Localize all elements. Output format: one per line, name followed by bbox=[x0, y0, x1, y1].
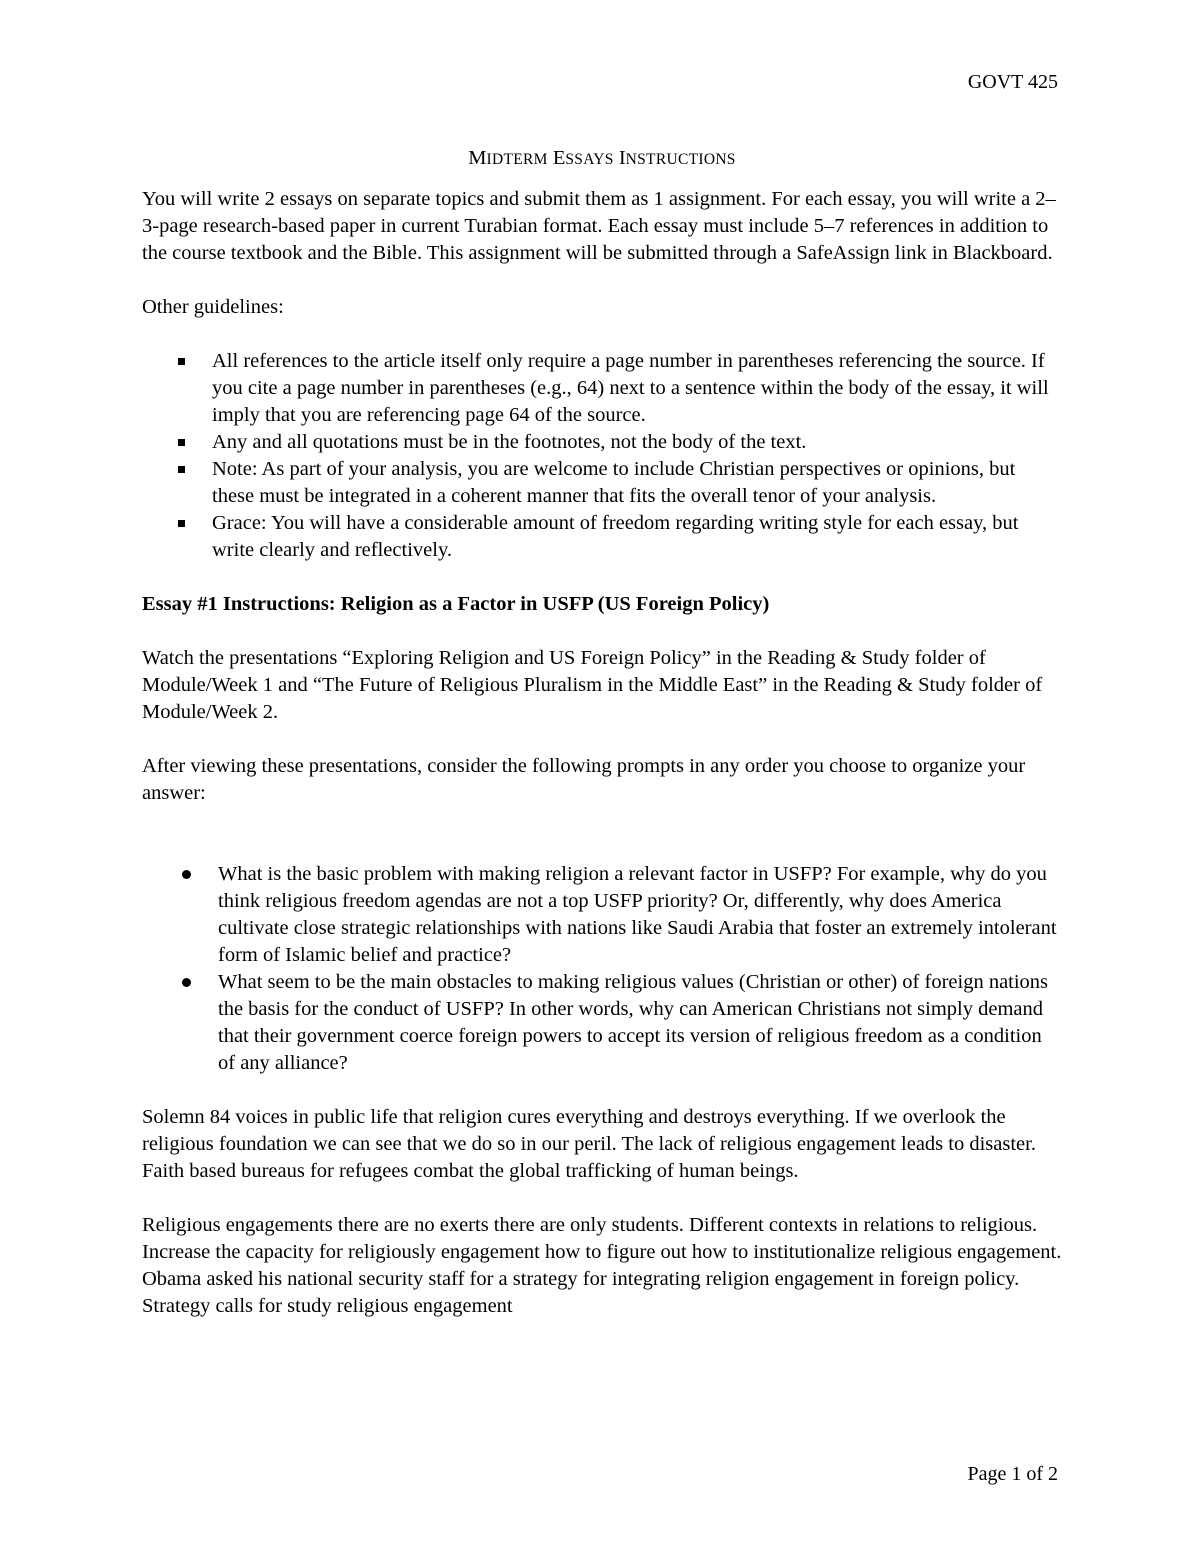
title-initial-3: I bbox=[618, 147, 626, 169]
notes-paragraph-2: Religious engagements there are no exerts there are only students. Different contexts in relations to religious. Increase the capacity for religiously engagement how to figure out how to institutionalize religious engagement. Obama asked his national security staff for a strategy for integrating religion engagement in foreign policy. Strategy calls for study religious engagement bbox=[142, 1214, 1062, 1317]
prompts-list bbox=[142, 861, 1062, 1077]
guideline-text: Grace: You will have a considerable amount of freedom regarding writing style for each essay, but write clearly and reflectively. bbox=[212, 512, 1019, 561]
title-initial-1: M bbox=[468, 147, 487, 169]
square-bullet-icon bbox=[178, 466, 185, 473]
notes-paragraph-1: Solemn 84 voices in public life that religion cures everything and destroys everything. If we overlook the religious foundation we can see that we do so in our peril. The lack of religious engagement leads to disaster. Faith based bureaus for refugees combat the global trafficking of human beings. bbox=[142, 1106, 1036, 1182]
prompt-item bbox=[142, 861, 1062, 969]
essay-1-heading: Essay #1 Instructions: Religion as a Factor in USFP (US Foreign Policy) bbox=[142, 593, 770, 615]
course-code: GOVT 425 bbox=[967, 71, 1058, 93]
guideline-text: All references to the article itself only require a page number in parentheses referencing the source. If you cite a page number in parentheses (e.g., 64) next to a sentence within the body of the essay, it will imply that you are referencing page 64 of the source. bbox=[212, 350, 1049, 426]
prompts-intro-paragraph: After viewing these presentations, consider the following prompts in any order you choose to organize your answer: bbox=[142, 755, 1026, 804]
guideline-item bbox=[142, 510, 1062, 564]
guideline-item bbox=[142, 348, 1062, 429]
guideline-text: Note: As part of your analysis, you are welcome to include Christian perspectives or opinions, but these must be integrated in a coherent manner that fits the overall tenor of your analysis. bbox=[212, 458, 1016, 507]
prompt-text: What is the basic problem with making religion a relevant factor in USFP? For example, why do you think religious freedom agendas are not a top USFP priority? Or, differently, why does America cultivate close strategic relationships with nations like Saudi Arabia that foster an extremely intolerant form of Islamic belief and practice? bbox=[218, 863, 1057, 966]
page-number: Page 1 of 2 bbox=[967, 1463, 1058, 1485]
square-bullet-icon bbox=[178, 439, 185, 446]
document-title bbox=[142, 144, 1062, 174]
square-bullet-icon bbox=[178, 358, 185, 365]
intro-paragraph: You will write 2 essays on separate topics and submit them as 1 assignment. For each essay, you will write a 2–3-page research-based paper in current Turabian format. Each essay must include 5–7 references in addition to the course textbook and the Bible. This assignment will be submitted through a SafeAssign link in Blackboard. bbox=[142, 188, 1056, 264]
title-rest-2: SSAYS bbox=[565, 151, 614, 168]
guidelines-list bbox=[142, 348, 1062, 564]
guideline-text: Any and all quotations must be in the footnotes, not the body of the text. bbox=[212, 431, 807, 453]
prompt-item bbox=[142, 969, 1062, 1077]
disc-bullet-icon bbox=[182, 978, 191, 987]
watch-paragraph: Watch the presentations “Exploring Religion and US Foreign Policy” in the Reading & Study folder of Module/Week 1 and “The Future of Religious Pluralism in the Middle East” in the Reading & Study folder of Module/Week 2. bbox=[142, 647, 1043, 723]
guideline-item bbox=[142, 456, 1062, 510]
title-initial-2: E bbox=[552, 147, 566, 169]
guideline-item bbox=[142, 429, 1062, 456]
prompt-text: What seem to be the main obstacles to making religious values (Christian or other) of foreign nations the basis for the conduct of USFP? In other words, why can American Christians not simply demand that their government coerce foreign powers to accept its version of religious freedom as a condition of any alliance? bbox=[218, 971, 1049, 1074]
guidelines-label: Other guidelines: bbox=[142, 296, 284, 318]
title-rest-1: IDTERM bbox=[486, 151, 548, 168]
title-rest-3: NSTRUCTIONS bbox=[625, 151, 736, 168]
disc-bullet-icon bbox=[182, 870, 191, 879]
document-body bbox=[142, 144, 1062, 1320]
square-bullet-icon bbox=[178, 520, 185, 527]
